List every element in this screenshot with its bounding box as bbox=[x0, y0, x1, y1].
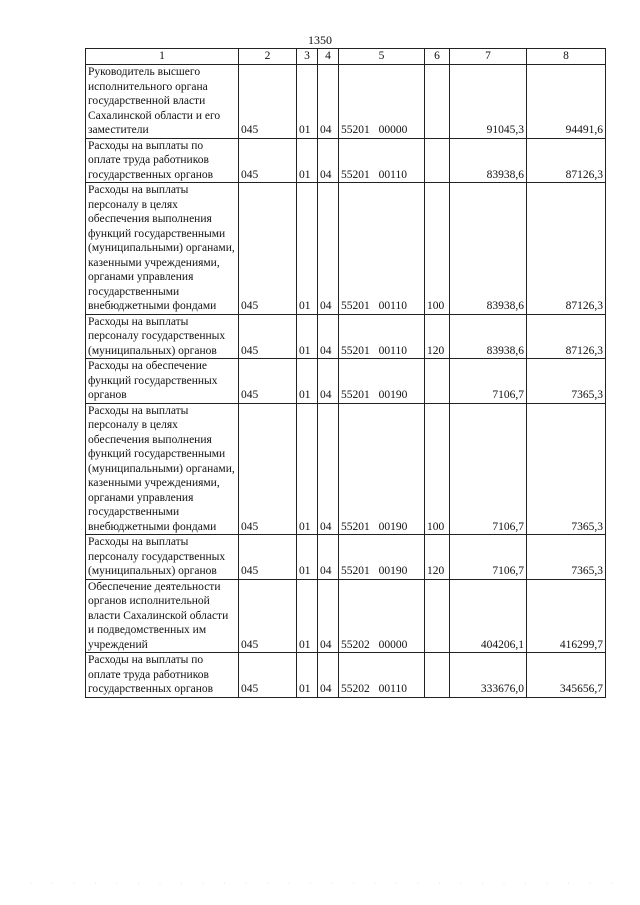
ministry-code-cell: 045 bbox=[239, 138, 297, 183]
subsection-code-cell: 04 bbox=[318, 579, 339, 653]
ministry-code-cell: 045 bbox=[239, 653, 297, 698]
subsection-code-cell: 04 bbox=[318, 535, 339, 580]
amount-year-1-cell: 83938,6 bbox=[450, 314, 527, 359]
ministry-code-cell: 045 bbox=[239, 535, 297, 580]
budget-table bbox=[85, 48, 606, 698]
expense-type-cell bbox=[425, 359, 450, 404]
target-article-cell: 55201 00190 bbox=[339, 403, 425, 535]
scan-noise: · · · · · · · · · · · · · · · · · · · · · · · · · · · · bbox=[30, 881, 622, 887]
amount-year-1-cell: 333676,0 bbox=[450, 653, 527, 698]
amount-year-1-cell: 7106,7 bbox=[450, 403, 527, 535]
table-row bbox=[86, 403, 606, 535]
amount-year-2-cell: 87126,3 bbox=[527, 183, 606, 315]
section-code-cell: 01 bbox=[297, 183, 318, 315]
expense-type-cell: 120 bbox=[425, 535, 450, 580]
section-code-cell: 01 bbox=[297, 314, 318, 359]
amount-year-2-cell: 94491,6 bbox=[527, 65, 606, 139]
row-name-cell: Расходы на выплаты персоналу государственных (муниципальных) органов bbox=[86, 535, 239, 580]
expense-type-cell: 100 bbox=[425, 403, 450, 535]
table-row bbox=[86, 359, 606, 404]
table-body bbox=[86, 49, 606, 698]
expense-type-cell bbox=[425, 65, 450, 139]
header-cell: 1 bbox=[86, 49, 239, 65]
target-article-cell: 55201 00190 bbox=[339, 359, 425, 404]
amount-year-2-cell: 7365,3 bbox=[527, 535, 606, 580]
ministry-code-cell: 045 bbox=[239, 65, 297, 139]
section-code-cell: 01 bbox=[297, 138, 318, 183]
header-cell: 4 bbox=[318, 49, 339, 65]
row-name-cell: Обеспечение деятельности органов исполнительной власти Сахалинской области и подведомственных им учреждений bbox=[86, 579, 239, 653]
amount-year-2-cell: 7365,3 bbox=[527, 359, 606, 404]
expense-type-cell bbox=[425, 579, 450, 653]
row-name-cell: Расходы на выплаты по оплате труда работников государственных органов bbox=[86, 138, 239, 183]
amount-year-2-cell: 87126,3 bbox=[527, 138, 606, 183]
ministry-code-cell: 045 bbox=[239, 314, 297, 359]
row-name-cell: Расходы на выплаты персоналу в целях обеспечения выполнения функций государственными (муниципальными) органами, казенными учреждениями, органами управления государственными внебюджетными фондами bbox=[86, 183, 239, 315]
ministry-code-cell: 045 bbox=[239, 579, 297, 653]
table-row bbox=[86, 653, 606, 698]
amount-year-1-cell: 7106,7 bbox=[450, 535, 527, 580]
section-code-cell: 01 bbox=[297, 359, 318, 404]
section-code-cell: 01 bbox=[297, 403, 318, 535]
row-name-cell: Руководитель высшего исполнительного органа государственной власти Сахалинской области и его заместители bbox=[86, 65, 239, 139]
amount-year-2-cell: 7365,3 bbox=[527, 403, 606, 535]
amount-year-1-cell: 91045,3 bbox=[450, 65, 527, 139]
amount-year-1-cell: 7106,7 bbox=[450, 359, 527, 404]
table-row bbox=[86, 579, 606, 653]
table-row bbox=[86, 314, 606, 359]
subsection-code-cell: 04 bbox=[318, 314, 339, 359]
target-article-cell: 55201 00000 bbox=[339, 65, 425, 139]
header-cell: 5 bbox=[339, 49, 425, 65]
header-cell: 2 bbox=[239, 49, 297, 65]
amount-year-1-cell: 83938,6 bbox=[450, 183, 527, 315]
target-article-cell: 55201 00110 bbox=[339, 183, 425, 315]
table-row bbox=[86, 138, 606, 183]
header-cell: 6 bbox=[425, 49, 450, 65]
header-row bbox=[86, 49, 606, 65]
section-code-cell: 01 bbox=[297, 579, 318, 653]
amount-year-1-cell: 83938,6 bbox=[450, 138, 527, 183]
subsection-code-cell: 04 bbox=[318, 403, 339, 535]
amount-year-1-cell: 404206,1 bbox=[450, 579, 527, 653]
expense-type-cell bbox=[425, 653, 450, 698]
row-name-cell: Расходы на выплаты персоналу в целях обеспечения выполнения функций государственными (муниципальными) органами, казенными учреждениями, органами управления государственными внебюджетными фондами bbox=[86, 403, 239, 535]
section-code-cell: 01 bbox=[297, 535, 318, 580]
section-code-cell: 01 bbox=[297, 653, 318, 698]
subsection-code-cell: 04 bbox=[318, 359, 339, 404]
header-cell: 7 bbox=[450, 49, 527, 65]
row-name-cell: Расходы на обеспечение функций государственных органов bbox=[86, 359, 239, 404]
subsection-code-cell: 04 bbox=[318, 653, 339, 698]
ministry-code-cell: 045 bbox=[239, 359, 297, 404]
ministry-code-cell: 045 bbox=[239, 183, 297, 315]
ministry-code-cell: 045 bbox=[239, 403, 297, 535]
target-article-cell: 55202 00000 bbox=[339, 579, 425, 653]
header-cell: 8 bbox=[527, 49, 606, 65]
header-cell: 3 bbox=[297, 49, 318, 65]
target-article-cell: 55201 00110 bbox=[339, 138, 425, 183]
table-row bbox=[86, 535, 606, 580]
expense-type-cell bbox=[425, 138, 450, 183]
table-row bbox=[86, 65, 606, 139]
subsection-code-cell: 04 bbox=[318, 138, 339, 183]
target-article-cell: 55201 00190 bbox=[339, 535, 425, 580]
target-article-cell: 55201 00110 bbox=[339, 314, 425, 359]
amount-year-2-cell: 416299,7 bbox=[527, 579, 606, 653]
amount-year-2-cell: 87126,3 bbox=[527, 314, 606, 359]
page-number: 1350 bbox=[308, 33, 332, 47]
expense-type-cell: 100 bbox=[425, 183, 450, 315]
subsection-code-cell: 04 bbox=[318, 65, 339, 139]
row-name-cell: Расходы на выплаты персоналу государственных (муниципальных) органов bbox=[86, 314, 239, 359]
section-code-cell: 01 bbox=[297, 65, 318, 139]
subsection-code-cell: 04 bbox=[318, 183, 339, 315]
amount-year-2-cell: 345656,7 bbox=[527, 653, 606, 698]
table-row bbox=[86, 183, 606, 315]
expense-type-cell: 120 bbox=[425, 314, 450, 359]
target-article-cell: 55202 00110 bbox=[339, 653, 425, 698]
row-name-cell: Расходы на выплаты по оплате труда работников государственных органов bbox=[86, 653, 239, 698]
